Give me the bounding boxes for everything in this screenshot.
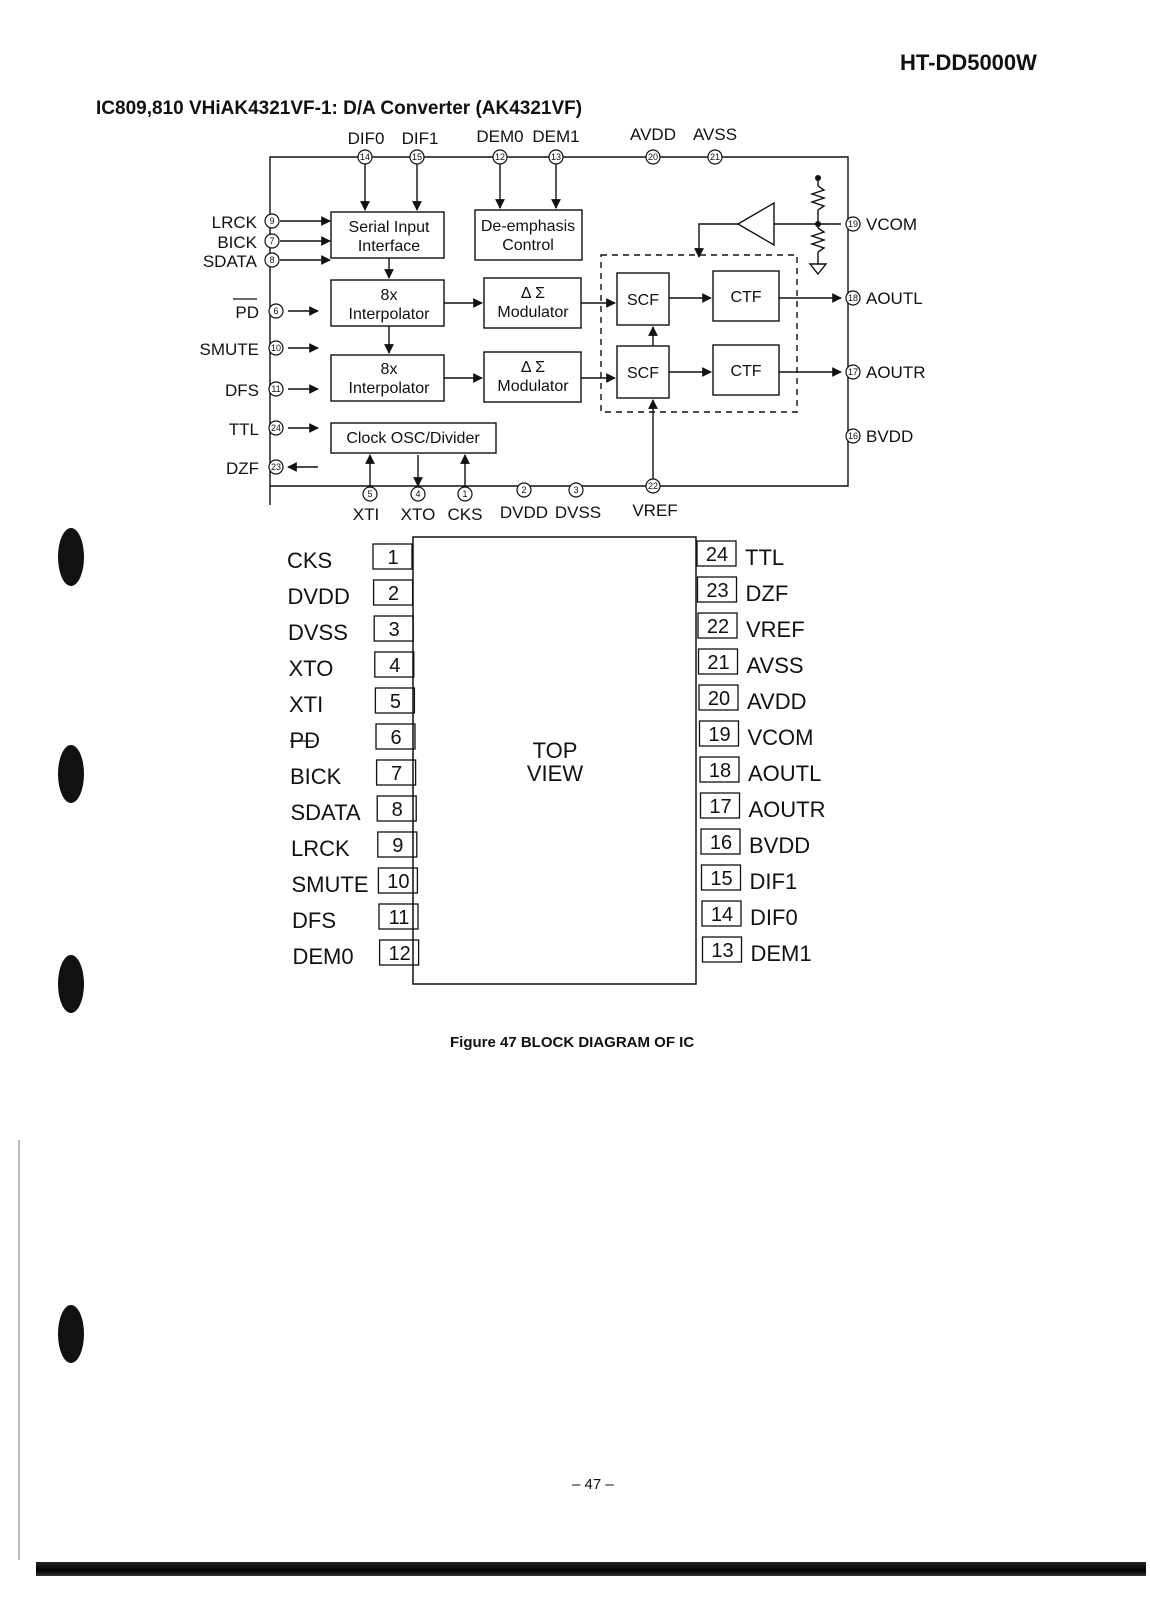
package-pin-number: 12 xyxy=(388,943,411,965)
package-pin-right xyxy=(701,793,826,822)
pin-label-smute: SMUTE xyxy=(199,340,259,359)
package-pin-label: DIF0 xyxy=(750,905,798,930)
package-pin-right xyxy=(703,937,812,966)
package-pin-label: SDATA xyxy=(290,800,361,825)
pin-num-dfs: 11 xyxy=(271,384,281,394)
package-pin-number: 13 xyxy=(711,940,734,962)
package-pin-label: SMUTE xyxy=(291,872,369,897)
package-pin-label: BICK xyxy=(290,764,342,789)
pin-label-dvdd: DVDD xyxy=(499,503,549,522)
pin-num-bvdd: 16 xyxy=(847,431,859,441)
package-pin-number: 21 xyxy=(707,652,730,674)
package-pin-number: 18 xyxy=(708,760,732,782)
deemph-block-label-2: Control xyxy=(502,237,554,254)
pin-label-pd: PD xyxy=(235,303,259,322)
package-pin-number: 14 xyxy=(710,904,734,926)
package-pin-number: 17 xyxy=(709,796,732,818)
package-pin-label: XTO xyxy=(288,656,334,681)
package-pin-left xyxy=(289,688,414,717)
package-pin-number: 16 xyxy=(709,832,733,854)
pin-label-lrck: LRCK xyxy=(211,213,257,232)
package-pin-left xyxy=(288,580,413,609)
package-pin-label: CKS xyxy=(287,548,333,573)
package-left-pins xyxy=(287,544,419,969)
pin-label-dem1: DEM1 xyxy=(532,127,580,146)
pin-label-bvdd: BVDD xyxy=(866,427,914,446)
package-pin-left xyxy=(287,544,412,573)
package-pin-label: VCOM xyxy=(747,725,814,750)
package-pin-number: 20 xyxy=(707,688,731,710)
serial-block-label-1: Serial Input xyxy=(348,219,430,236)
mod-l-label-2: Modulator xyxy=(497,304,569,321)
ctf-l-label: CTF xyxy=(730,289,762,306)
ctf-r-label: CTF xyxy=(730,363,762,380)
package-pin-label: AVSS xyxy=(746,653,804,678)
scf-l-label: SCF xyxy=(627,292,659,309)
pin-num-dif0: 14 xyxy=(359,152,371,162)
pin-num-xto: 4 xyxy=(415,489,421,499)
pin-label-bick: BICK xyxy=(217,233,257,252)
package-pin-number: 3 xyxy=(388,619,400,641)
package-pin-number: 24 xyxy=(705,544,729,566)
package-center-2: VIEW xyxy=(526,761,584,786)
package-pin-number: 23 xyxy=(706,580,729,602)
pin-label-dem0: DEM0 xyxy=(476,127,524,146)
package-pin-right xyxy=(698,613,805,642)
pin-label-dif1: DIF1 xyxy=(401,129,439,148)
pin-label-dif0: DIF0 xyxy=(347,129,385,148)
figure-caption: Figure 47 BLOCK DIAGRAM OF IC xyxy=(450,1034,695,1051)
pin-num-avdd: 20 xyxy=(647,152,659,162)
pin-label-aoutl: AOUTL xyxy=(866,289,923,308)
pin-label-avdd: AVDD xyxy=(630,125,676,144)
mod-l-label-1: Δ Σ xyxy=(520,285,546,302)
package-pin-number: 7 xyxy=(391,763,403,785)
pin-label-avss: AVSS xyxy=(692,125,738,144)
package-pin-label: BVDD xyxy=(749,833,811,858)
pin-label-dvss: DVSS xyxy=(554,503,602,522)
vcom-buffer-triangle xyxy=(738,203,774,245)
package-pin-left xyxy=(291,796,417,825)
package-pin-label: DFS xyxy=(292,908,336,933)
package-pin-number: 11 xyxy=(388,907,410,929)
package-right-pins xyxy=(697,541,826,966)
package-pin-label: XTI xyxy=(289,692,324,717)
package-pin-label: LRCK xyxy=(291,836,350,861)
package-pin-number: 6 xyxy=(390,727,402,749)
package-pin-label: VREF xyxy=(746,617,805,642)
package-pin-label: DZF xyxy=(745,581,789,606)
pin-num-dif1: 15 xyxy=(411,152,423,162)
package-pin-label: DEM1 xyxy=(750,941,812,966)
pin-num-ttl: 24 xyxy=(270,423,282,433)
pin-num-dem0: 12 xyxy=(494,152,506,162)
pin-label-vref: VREF xyxy=(632,501,678,520)
package-pin-left xyxy=(289,652,414,681)
package-pin-number: 15 xyxy=(710,868,733,890)
pin-num-sdata: 8 xyxy=(269,255,275,265)
pin-num-aoutl: 18 xyxy=(847,293,859,303)
pin-label-vcom: VCOM xyxy=(866,215,917,234)
package-pin-left xyxy=(291,832,417,861)
package-pin-label: TTL xyxy=(745,545,785,570)
pin-num-dzf: 23 xyxy=(270,462,282,472)
package-pin-left xyxy=(293,940,419,969)
package-pin-label: DIF1 xyxy=(749,869,798,894)
package-pin-label: DEM0 xyxy=(292,944,354,969)
package-pin-right xyxy=(699,649,804,678)
package-pin-number: 2 xyxy=(388,583,400,605)
pin-num-xti: 5 xyxy=(367,489,373,499)
interp-r-label-2: Interpolator xyxy=(348,380,430,397)
package-pin-label: DVDD xyxy=(287,584,350,609)
package-pin-number: 9 xyxy=(392,835,404,857)
pin-num-pd: 6 xyxy=(273,306,279,316)
pin-label-xto: XTO xyxy=(400,505,436,524)
package-pin-right xyxy=(702,901,798,930)
pin-num-cks: 1 xyxy=(462,489,468,499)
clock-block-label: Clock OSC/Divider xyxy=(346,430,480,447)
pin-num-vref: 22 xyxy=(647,481,659,491)
package-pin-right xyxy=(699,685,807,714)
serial-block-label-2: Interface xyxy=(357,238,421,255)
package-pin-number: 1 xyxy=(387,547,399,569)
package-pin-label: AOUTL xyxy=(748,761,822,786)
package-pin-number: 19 xyxy=(708,724,731,746)
package-pin-number: 8 xyxy=(391,799,403,821)
analog-section-boundary xyxy=(601,255,797,412)
pin-num-dvss: 3 xyxy=(573,485,579,495)
interp-l-label-1: 8x xyxy=(380,287,398,304)
package-pin-left xyxy=(290,724,416,753)
interp-r-label-1: 8x xyxy=(380,361,398,378)
package-pin-right xyxy=(700,757,821,786)
package-pin-number: 4 xyxy=(389,655,401,677)
mod-r-label-1: Δ Σ xyxy=(520,359,546,376)
pin-num-lrck: 9 xyxy=(269,216,275,226)
package-pin-label: PD xyxy=(289,728,321,753)
package-pin-left xyxy=(290,760,416,789)
pin-num-avss: 21 xyxy=(709,152,721,162)
package-pin-right xyxy=(697,541,784,570)
package-pin-number: 22 xyxy=(706,616,730,638)
package-pin-right xyxy=(702,865,798,894)
package-pin-right xyxy=(700,721,814,750)
interp-l-label-2: Interpolator xyxy=(348,306,430,323)
pin-label-aoutr: AOUTR xyxy=(866,363,926,382)
pin-num-dem1: 13 xyxy=(550,152,562,162)
pin-num-bick: 7 xyxy=(269,236,275,246)
page-number: – 47 – xyxy=(572,1476,614,1493)
package-pin-left xyxy=(288,616,413,645)
pin-num-aoutr: 17 xyxy=(847,367,859,377)
pin-label-ttl: TTL xyxy=(228,420,259,439)
scf-r-label: SCF xyxy=(627,365,659,382)
package-pin-right xyxy=(701,829,810,858)
pin-label-dzf: DZF xyxy=(225,459,259,478)
pin-num-dvdd: 2 xyxy=(521,485,527,495)
pin-label-dfs: DFS xyxy=(225,381,259,400)
package-pin-label: DVSS xyxy=(288,620,348,645)
pin-num-smute: 10 xyxy=(270,343,282,353)
pin-label-xti: XTI xyxy=(352,505,380,524)
package-center-1: TOP xyxy=(532,738,578,763)
package-pin-left xyxy=(292,868,418,897)
pin-num-vcom: 19 xyxy=(847,219,859,229)
package-pin-number: 5 xyxy=(389,691,401,713)
package-pin-right xyxy=(698,577,789,606)
pin-label-sdata: SDATA xyxy=(202,252,257,271)
mod-r-label-2: Modulator xyxy=(497,378,569,395)
package-pin-label: AOUTR xyxy=(748,797,826,822)
model-number: HT-DD5000W xyxy=(900,50,1037,75)
package-pin-left xyxy=(292,904,418,933)
package-pin-number: 10 xyxy=(387,871,410,893)
pin-label-cks: CKS xyxy=(447,505,483,524)
deemph-block-label-1: De-emphasis xyxy=(480,218,576,235)
diagram-title: IC809,810 VHiAK4321VF-1: D/A Converter (AK4321VF) xyxy=(96,98,583,119)
package-pin-label: AVDD xyxy=(747,689,807,714)
